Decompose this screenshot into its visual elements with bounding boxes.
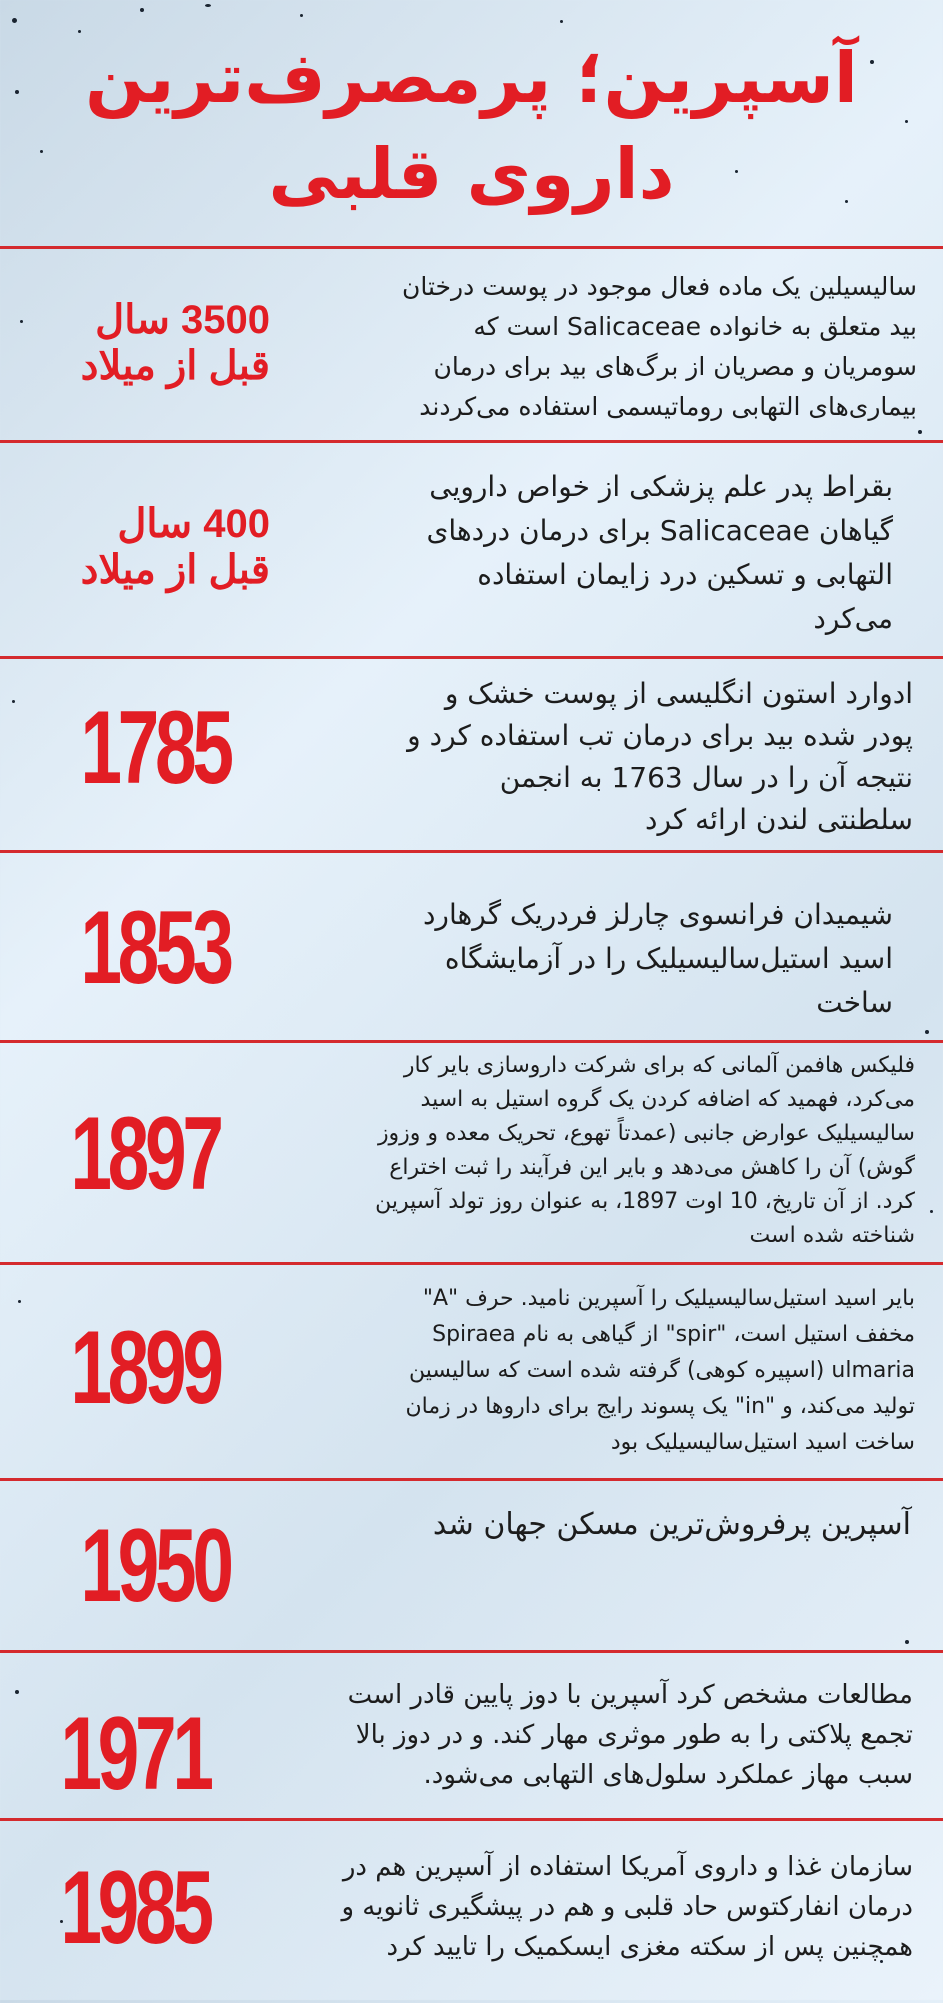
timeline-description: بایر اسید استیل‌سالیسیلیک را آسپرین نامید. حرف "A" مخفف استیل است، "spir" از گیاهی به نام Spiraea ulmaria (اسپیره کوهی) گرفته شده است که سالیسین تولید می‌کند، و "in" یک پسوند رایج برای داروها در زمان ساخت اسید استیل‌سالیسیلیک بود [405,1286,915,1455]
timeline-description: مطالعات مشخص کرد آسپرین با دوز پایین قادر است تجمع پلاکتی را به طور موثری مهار کند. و در دوز بالا سبب مهاز عملکرد سلول‌های التهابی می‌شود. [347,1680,913,1790]
timeline-description: بقراط پدر علم پزشکی از خواص دارویی گیاهان Salicaceae برای درمان دردهای التهابی و تسکین درد زایمان استفاده می‌کرد [426,470,893,635]
timeline-year: 1897 [70,1096,220,1212]
timeline-row-1899 [0,1262,943,1481]
timeline-description: آسپرین پرفروش‌ترین مسکن جهان شد [432,1507,911,1542]
timeline-description: سالیسیلین یک ماده فعال موجود در پوست درختان بید متعلق به خانواده Salicaceae است که سومریان و مصریان از برگ‌های بید برای درمان بیماری‌های التهابی روماتیسمی استفاده می‌کردند [402,272,917,421]
timeline-year: 1785 [80,690,230,806]
timeline-year: 1985 [60,1850,210,1966]
timeline-description: فلیکس هافمن آلمانی که برای شرکت داروسازی بایر کار می‌کرد، فهمید که اضافه کردن یک گروه استیل به اسید سالیسیلیک عوارض جانبی (عمدتاً تهوع، تحریک معده و وزوز گوش) آن را کاهش می‌دهد و بایر این فرآیند را ثبت اختراع کرد. از آن تاریخ، 10 اوت 1897، به عنوان روز تولد آسپرین شناخته شده است [375,1053,915,1248]
timeline-description: شیمیدان فرانسوی چارلز فردریک گرهارد اسید استیل‌سالیسیلیک را در آزمایشگاه ساخت [422,898,893,1019]
timeline-row-1971 [0,1650,943,1821]
timeline-year: 1971 [60,1696,210,1812]
timeline-description: ادوارد استون انگلیسی از پوست خشک و پودر شده بید برای درمان تب استفاده کرد و نتیجه آن را در سال 1763 به انجمن سلطنتی لندن ارائه کرد [407,677,913,836]
timeline-year: 3500 سال قبل از میلاد [80,298,270,388]
title-line-1: آسپرین؛ پرمصرف‌ترین [85,37,858,119]
timeline-row-400bc [0,440,943,659]
timeline-year: 1853 [80,890,230,1006]
timeline-year: 400 سال قبل از میلاد [80,502,270,592]
timeline-row-1785 [0,656,943,853]
page-title [0,30,943,222]
timeline-row-3500bc [0,246,943,441]
timeline-year: 1899 [70,1310,220,1426]
timeline-year: 1950 [80,1508,230,1624]
timeline-row-1985 [0,1818,943,2003]
timeline-row-1950 [0,1478,943,1653]
timeline-row-1897 [0,1040,943,1265]
timeline-description: سازمان غذا و داروی آمریکا استفاده از آسپرین هم در درمان انفارکتوس حاد قلبی و هم در پیشگیری ثانویه و همچنین پس از سکته مغزی ایسکمیک را تایید کرد [341,1852,913,1962]
title-line-2: داروی قلبی [268,133,675,215]
timeline-row-1853 [0,850,943,1043]
